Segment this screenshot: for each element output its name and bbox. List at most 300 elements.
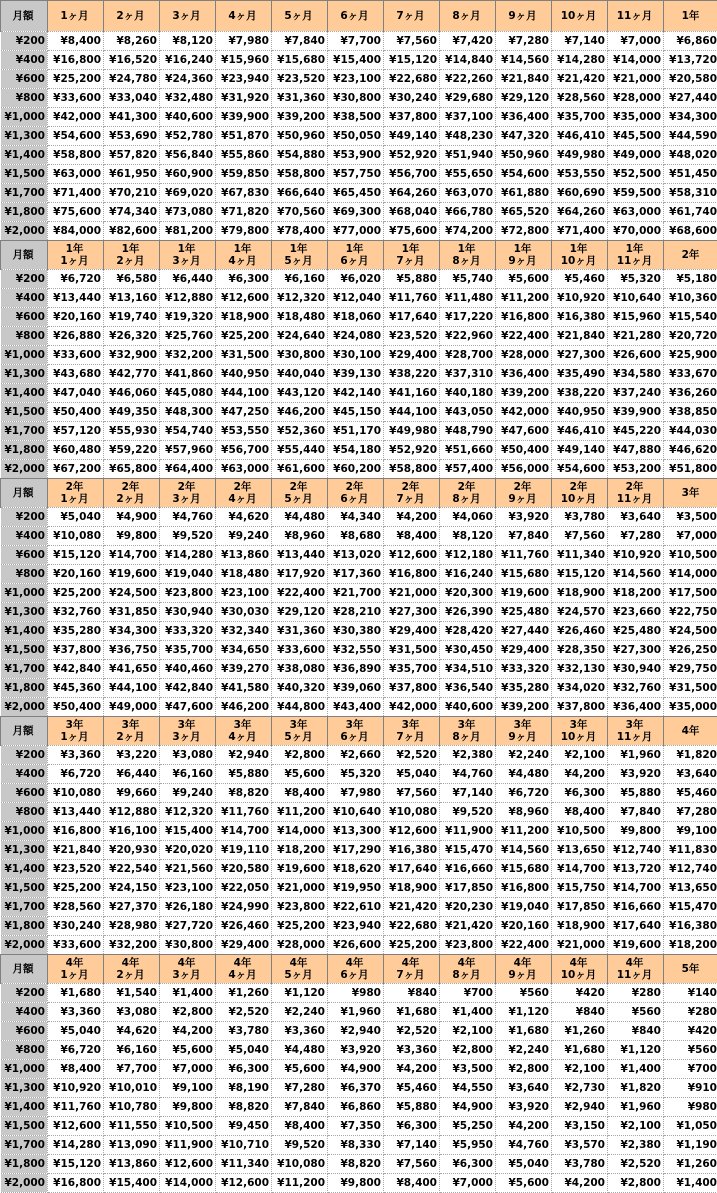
- column-header-line: 3年: [160, 719, 213, 731]
- table-row: [1, 460, 717, 479]
- header-row: [1, 241, 717, 270]
- price-cell: ¥45,150: [328, 403, 384, 422]
- row-label: ¥800: [1, 89, 48, 108]
- price-cell: ¥280: [664, 1003, 717, 1022]
- price-cell: ¥29,400: [496, 641, 552, 660]
- price-cell: ¥34,580: [608, 365, 664, 384]
- table-row: [1, 1098, 717, 1117]
- price-cell: ¥9,520: [160, 527, 216, 546]
- price-cell: ¥14,560: [608, 565, 664, 584]
- price-cell: ¥15,680: [272, 51, 328, 70]
- price-cell: ¥46,200: [272, 403, 328, 422]
- table-row: [1, 384, 717, 403]
- price-cell: ¥4,760: [496, 1136, 552, 1155]
- column-header-line: 4年: [384, 957, 437, 969]
- price-cell: ¥60,690: [552, 184, 608, 203]
- price-cell: ¥5,040: [216, 1041, 272, 1060]
- column-header: [160, 717, 216, 746]
- price-cell: ¥560: [496, 984, 552, 1003]
- price-cell: ¥13,650: [552, 841, 608, 860]
- price-cell: ¥12,740: [664, 860, 717, 879]
- table-row: [1, 441, 717, 460]
- price-cell: ¥39,200: [272, 108, 328, 127]
- price-cell: ¥8,400: [272, 1117, 328, 1136]
- price-cell: ¥10,500: [664, 546, 717, 565]
- column-header-line: 4年: [216, 957, 269, 969]
- price-cell: ¥20,720: [664, 327, 717, 346]
- price-cell: ¥16,520: [104, 51, 160, 70]
- price-cell: ¥7,000: [440, 1174, 496, 1193]
- price-cell: ¥19,110: [216, 841, 272, 860]
- price-cell: ¥20,160: [48, 565, 104, 584]
- price-cell: ¥15,540: [664, 308, 717, 327]
- price-cell: ¥10,080: [384, 803, 440, 822]
- price-cell: ¥15,120: [48, 1155, 104, 1174]
- price-cell: ¥32,200: [104, 936, 160, 955]
- table-row: [1, 270, 717, 289]
- column-header: [552, 717, 608, 746]
- price-cell: ¥31,500: [664, 679, 717, 698]
- price-cell: ¥38,220: [552, 384, 608, 403]
- price-cell: ¥25,200: [216, 327, 272, 346]
- column-header-line: 3年: [496, 719, 549, 731]
- column-header-line: 5ヶ月: [272, 493, 325, 505]
- price-cell: ¥18,900: [384, 879, 440, 898]
- row-label: ¥1,000: [1, 1060, 48, 1079]
- price-cell: ¥73,080: [160, 203, 216, 222]
- price-cell: ¥60,480: [48, 441, 104, 460]
- column-header: [272, 479, 328, 508]
- price-cell: ¥7,140: [552, 32, 608, 51]
- row-label: ¥600: [1, 70, 48, 89]
- price-cell: ¥30,100: [328, 346, 384, 365]
- price-cell: ¥11,200: [272, 803, 328, 822]
- column-header: [608, 479, 664, 508]
- price-cell: ¥37,800: [384, 108, 440, 127]
- price-cell: ¥3,920: [328, 1041, 384, 1060]
- price-cell: ¥52,500: [608, 165, 664, 184]
- price-cell: ¥27,370: [104, 898, 160, 917]
- table-row: [1, 422, 717, 441]
- price-cell: ¥4,200: [496, 1117, 552, 1136]
- price-cell: ¥14,700: [608, 879, 664, 898]
- price-cell: ¥9,100: [664, 822, 717, 841]
- price-cell: ¥39,900: [216, 108, 272, 127]
- price-cell: ¥15,960: [608, 308, 664, 327]
- price-cell: ¥47,600: [160, 698, 216, 717]
- price-cell: ¥1,960: [608, 1098, 664, 1117]
- row-label: ¥2,000: [1, 1174, 48, 1193]
- price-cell: ¥11,830: [664, 841, 717, 860]
- column-header-line: 2年: [440, 481, 493, 493]
- price-cell: ¥36,540: [440, 679, 496, 698]
- price-cell: ¥27,720: [160, 917, 216, 936]
- price-cell: ¥4,480: [272, 1041, 328, 1060]
- row-label: ¥800: [1, 565, 48, 584]
- price-cell: ¥8,820: [216, 1098, 272, 1117]
- price-cell: ¥21,840: [496, 70, 552, 89]
- price-cell: ¥420: [552, 984, 608, 1003]
- price-cell: ¥1,050: [664, 1117, 717, 1136]
- price-cell: ¥36,400: [496, 108, 552, 127]
- price-cell: ¥15,120: [384, 51, 440, 70]
- price-cell: ¥18,060: [328, 308, 384, 327]
- price-cell: ¥7,840: [496, 527, 552, 546]
- price-cell: ¥1,540: [104, 984, 160, 1003]
- price-cell: ¥16,380: [664, 917, 717, 936]
- row-label: ¥1,300: [1, 365, 48, 384]
- price-cell: ¥6,020: [328, 270, 384, 289]
- column-header-line: 4ヶ月: [216, 255, 269, 267]
- price-cell: ¥10,920: [552, 289, 608, 308]
- price-cell: ¥7,280: [272, 1079, 328, 1098]
- column-header: [328, 1, 384, 32]
- price-cell: ¥15,400: [328, 51, 384, 70]
- price-cell: ¥7,280: [664, 803, 717, 822]
- price-cell: ¥280: [608, 984, 664, 1003]
- price-cell: ¥79,800: [216, 222, 272, 241]
- row-label: ¥1,500: [1, 879, 48, 898]
- price-cell: ¥19,600: [104, 565, 160, 584]
- price-cell: ¥4,200: [384, 508, 440, 527]
- price-cell: ¥23,100: [328, 70, 384, 89]
- price-cell: ¥14,700: [216, 822, 272, 841]
- price-cell: ¥23,520: [272, 70, 328, 89]
- price-cell: ¥53,550: [552, 165, 608, 184]
- price-cell: ¥26,460: [552, 622, 608, 641]
- column-header: [440, 717, 496, 746]
- column-header-line: 4年: [328, 957, 381, 969]
- column-header-line: 1年: [440, 243, 493, 255]
- price-cell: ¥9,800: [104, 527, 160, 546]
- price-cell: ¥4,900: [104, 508, 160, 527]
- column-header-line: 11ヶ月: [608, 493, 661, 505]
- price-cell: ¥48,020: [664, 146, 717, 165]
- price-cell: ¥8,820: [328, 1155, 384, 1174]
- price-cell: ¥30,940: [608, 660, 664, 679]
- price-cell: ¥63,000: [608, 203, 664, 222]
- table-row: [1, 51, 717, 70]
- price-cell: ¥13,860: [216, 546, 272, 565]
- price-cell: ¥8,400: [384, 527, 440, 546]
- price-cell: ¥25,200: [48, 70, 104, 89]
- price-cell: ¥1,820: [608, 1079, 664, 1098]
- column-header-line: 1年: [608, 243, 661, 255]
- price-cell: ¥59,500: [608, 184, 664, 203]
- column-header-line: 8ヶ月: [440, 255, 493, 267]
- column-header: [216, 955, 272, 984]
- price-cell: ¥28,000: [608, 89, 664, 108]
- table-row: [1, 784, 717, 803]
- price-cell: ¥14,560: [496, 51, 552, 70]
- price-cell: ¥3,640: [496, 1079, 552, 1098]
- price-cell: ¥7,280: [496, 32, 552, 51]
- table-row: [1, 327, 717, 346]
- price-cell: ¥30,800: [160, 936, 216, 955]
- table-row: [1, 70, 717, 89]
- price-cell: ¥47,880: [608, 441, 664, 460]
- price-cell: ¥37,310: [440, 365, 496, 384]
- column-header-line: 3ヶ月: [160, 731, 213, 743]
- price-cell: ¥59,220: [104, 441, 160, 460]
- price-cell: ¥35,700: [552, 108, 608, 127]
- column-header-line: 9ヶ月: [496, 255, 549, 267]
- price-cell: ¥64,400: [160, 460, 216, 479]
- column-header-line: 1年: [384, 243, 437, 255]
- price-cell: ¥3,360: [384, 1041, 440, 1060]
- table-row: [1, 698, 717, 717]
- column-header-line: 10ヶ月: [552, 731, 605, 743]
- price-cell: ¥7,140: [440, 784, 496, 803]
- price-cell: ¥7,700: [328, 32, 384, 51]
- price-cell: ¥12,600: [384, 546, 440, 565]
- column-header-line: 9ヶ月: [496, 493, 549, 505]
- row-label: ¥800: [1, 1041, 48, 1060]
- price-cell: ¥50,400: [496, 441, 552, 460]
- column-header-line: 2ヶ月: [104, 10, 157, 22]
- price-cell: ¥22,680: [384, 70, 440, 89]
- price-cell: ¥70,000: [608, 222, 664, 241]
- price-cell: ¥7,840: [608, 803, 664, 822]
- price-cell: ¥15,750: [552, 879, 608, 898]
- price-cell: ¥44,030: [664, 422, 717, 441]
- column-header-line: 4年: [608, 957, 661, 969]
- price-cell: ¥14,280: [48, 1136, 104, 1155]
- price-cell: ¥8,680: [328, 527, 384, 546]
- price-cell: ¥12,740: [608, 841, 664, 860]
- column-header-line: 9ヶ月: [496, 969, 549, 981]
- price-cell: ¥56,700: [216, 441, 272, 460]
- column-header-line: 8ヶ月: [440, 493, 493, 505]
- price-cell: ¥23,100: [160, 879, 216, 898]
- price-cell: ¥8,190: [216, 1079, 272, 1098]
- price-cell: ¥52,780: [160, 127, 216, 146]
- column-header: [272, 717, 328, 746]
- price-cell: ¥42,840: [160, 679, 216, 698]
- price-cell: ¥41,580: [216, 679, 272, 698]
- price-cell: ¥2,940: [328, 1022, 384, 1041]
- price-cell: ¥31,850: [104, 603, 160, 622]
- price-cell: ¥39,200: [496, 384, 552, 403]
- price-cell: ¥4,200: [384, 1060, 440, 1079]
- column-header: [496, 479, 552, 508]
- price-cell: ¥54,600: [552, 460, 608, 479]
- price-cell: ¥18,480: [272, 308, 328, 327]
- column-header-line: 5ヶ月: [272, 10, 325, 22]
- price-cell: ¥5,880: [384, 1098, 440, 1117]
- price-cell: ¥10,080: [272, 1155, 328, 1174]
- price-cell: ¥11,200: [496, 822, 552, 841]
- row-label: ¥600: [1, 784, 48, 803]
- column-header-line: 6ヶ月: [328, 255, 381, 267]
- price-cell: ¥6,720: [48, 270, 104, 289]
- price-cell: ¥52,920: [384, 441, 440, 460]
- price-cell: ¥3,360: [272, 1022, 328, 1041]
- row-label: ¥400: [1, 289, 48, 308]
- price-cell: ¥70,560: [272, 203, 328, 222]
- column-header: [440, 1, 496, 32]
- row-label: ¥1,400: [1, 1098, 48, 1117]
- price-cell: ¥12,600: [160, 1155, 216, 1174]
- price-cell: ¥29,400: [384, 346, 440, 365]
- row-label: ¥200: [1, 508, 48, 527]
- price-cell: ¥33,600: [48, 89, 104, 108]
- price-cell: ¥10,640: [608, 289, 664, 308]
- price-cell: ¥18,620: [328, 860, 384, 879]
- price-cell: ¥17,360: [328, 565, 384, 584]
- row-label: ¥1,700: [1, 1136, 48, 1155]
- row-label: ¥1,000: [1, 346, 48, 365]
- price-cell: ¥23,800: [440, 936, 496, 955]
- price-cell: ¥5,600: [272, 1060, 328, 1079]
- price-cell: ¥22,960: [440, 327, 496, 346]
- column-header-line: 3年: [384, 719, 437, 731]
- price-cell: ¥40,950: [216, 365, 272, 384]
- column-header: [608, 1, 664, 32]
- price-cell: ¥49,350: [104, 403, 160, 422]
- price-cell: ¥24,500: [104, 584, 160, 603]
- table-row: [1, 679, 717, 698]
- price-cell: ¥23,800: [160, 584, 216, 603]
- price-cell: ¥32,760: [608, 679, 664, 698]
- price-cell: ¥32,340: [216, 622, 272, 641]
- price-cell: ¥11,760: [496, 546, 552, 565]
- column-header-line: 9ヶ月: [496, 731, 549, 743]
- column-header-line: 5年: [664, 963, 717, 975]
- table-row: [1, 365, 717, 384]
- row-label: ¥600: [1, 1022, 48, 1041]
- column-header-line: 4年: [496, 957, 549, 969]
- price-cell: ¥36,400: [608, 698, 664, 717]
- price-cell: ¥24,990: [216, 898, 272, 917]
- row-label: ¥200: [1, 270, 48, 289]
- price-cell: ¥2,800: [496, 1060, 552, 1079]
- table-row: [1, 841, 717, 860]
- price-cell: ¥8,400: [48, 1060, 104, 1079]
- price-cell: ¥2,800: [272, 746, 328, 765]
- column-header-line: 1年: [552, 243, 605, 255]
- price-cell: ¥7,560: [552, 527, 608, 546]
- column-header: [104, 479, 160, 508]
- column-header-line: 2ヶ月: [104, 493, 157, 505]
- price-cell: ¥3,500: [440, 1060, 496, 1079]
- price-cell: ¥2,730: [552, 1079, 608, 1098]
- table-row: [1, 603, 717, 622]
- price-cell: ¥47,250: [216, 403, 272, 422]
- price-cell: ¥27,300: [552, 346, 608, 365]
- price-cell: ¥57,960: [160, 441, 216, 460]
- price-cell: ¥21,420: [384, 898, 440, 917]
- column-header-line: 2年: [552, 481, 605, 493]
- price-cell: ¥21,420: [440, 917, 496, 936]
- price-cell: ¥5,460: [384, 1079, 440, 1098]
- price-cell: ¥3,780: [552, 1155, 608, 1174]
- price-cell: ¥13,090: [104, 1136, 160, 1155]
- price-cell: ¥51,940: [440, 146, 496, 165]
- price-cell: ¥24,500: [664, 622, 717, 641]
- price-cell: ¥33,670: [664, 365, 717, 384]
- header-row: [1, 1, 717, 32]
- price-cell: ¥16,380: [384, 841, 440, 860]
- column-header: [160, 955, 216, 984]
- price-cell: ¥1,960: [328, 1003, 384, 1022]
- table-row: [1, 622, 717, 641]
- price-cell: ¥3,920: [608, 765, 664, 784]
- column-header-line: 1年: [48, 243, 101, 255]
- price-cell: ¥66,640: [272, 184, 328, 203]
- price-cell: ¥2,940: [216, 746, 272, 765]
- price-cell: ¥37,800: [48, 641, 104, 660]
- price-cell: ¥47,320: [496, 127, 552, 146]
- price-cell: ¥26,600: [328, 936, 384, 955]
- price-cell: ¥28,350: [552, 641, 608, 660]
- column-header-line: 1年: [216, 243, 269, 255]
- price-cell: ¥34,510: [440, 660, 496, 679]
- price-cell: ¥84,000: [48, 222, 104, 241]
- price-cell: ¥4,620: [104, 1022, 160, 1041]
- price-cell: ¥24,780: [104, 70, 160, 89]
- price-cell: ¥3,220: [104, 746, 160, 765]
- price-cell: ¥55,860: [216, 146, 272, 165]
- price-cell: ¥7,000: [664, 527, 717, 546]
- price-cell: ¥49,000: [104, 698, 160, 717]
- price-cell: ¥6,300: [440, 1155, 496, 1174]
- row-label: ¥1,800: [1, 203, 48, 222]
- price-cell: ¥17,640: [384, 860, 440, 879]
- price-cell: ¥2,100: [552, 1060, 608, 1079]
- price-cell: ¥560: [664, 1041, 717, 1060]
- price-cell: ¥19,320: [160, 308, 216, 327]
- column-header: [664, 955, 717, 984]
- price-cell: ¥840: [384, 984, 440, 1003]
- price-cell: ¥44,800: [272, 698, 328, 717]
- price-cell: ¥48,790: [440, 422, 496, 441]
- price-cell: ¥34,020: [552, 679, 608, 698]
- column-header-line: 11ヶ月: [608, 255, 661, 267]
- column-header-line: 2ヶ月: [104, 255, 157, 267]
- price-cell: ¥61,880: [496, 184, 552, 203]
- price-cell: ¥31,360: [272, 89, 328, 108]
- price-cell: ¥2,380: [440, 746, 496, 765]
- price-cell: ¥40,180: [440, 384, 496, 403]
- price-cell: ¥50,400: [48, 403, 104, 422]
- header-row: [1, 955, 717, 984]
- price-cell: ¥14,700: [104, 546, 160, 565]
- price-cell: ¥32,200: [160, 346, 216, 365]
- price-cell: ¥66,780: [440, 203, 496, 222]
- row-label: ¥1,000: [1, 108, 48, 127]
- price-cell: ¥21,840: [552, 327, 608, 346]
- price-cell: ¥28,420: [440, 622, 496, 641]
- column-header-line: 8ヶ月: [440, 10, 493, 22]
- column-header-line: 1ヶ月: [48, 969, 101, 981]
- price-cell: ¥2,520: [608, 1155, 664, 1174]
- column-header-line: 1年: [104, 243, 157, 255]
- column-header: [440, 241, 496, 270]
- price-cell: ¥61,600: [272, 460, 328, 479]
- price-cell: ¥14,560: [496, 841, 552, 860]
- table-row: [1, 1079, 717, 1098]
- price-cell: ¥82,600: [104, 222, 160, 241]
- price-cell: ¥23,800: [272, 898, 328, 917]
- price-cell: ¥5,040: [384, 765, 440, 784]
- column-header-line: 3ヶ月: [160, 255, 213, 267]
- price-cell: ¥11,760: [216, 803, 272, 822]
- price-cell: ¥63,000: [216, 460, 272, 479]
- price-cell: ¥5,600: [496, 1174, 552, 1193]
- price-cell: ¥6,300: [216, 270, 272, 289]
- price-cell: ¥3,360: [48, 746, 104, 765]
